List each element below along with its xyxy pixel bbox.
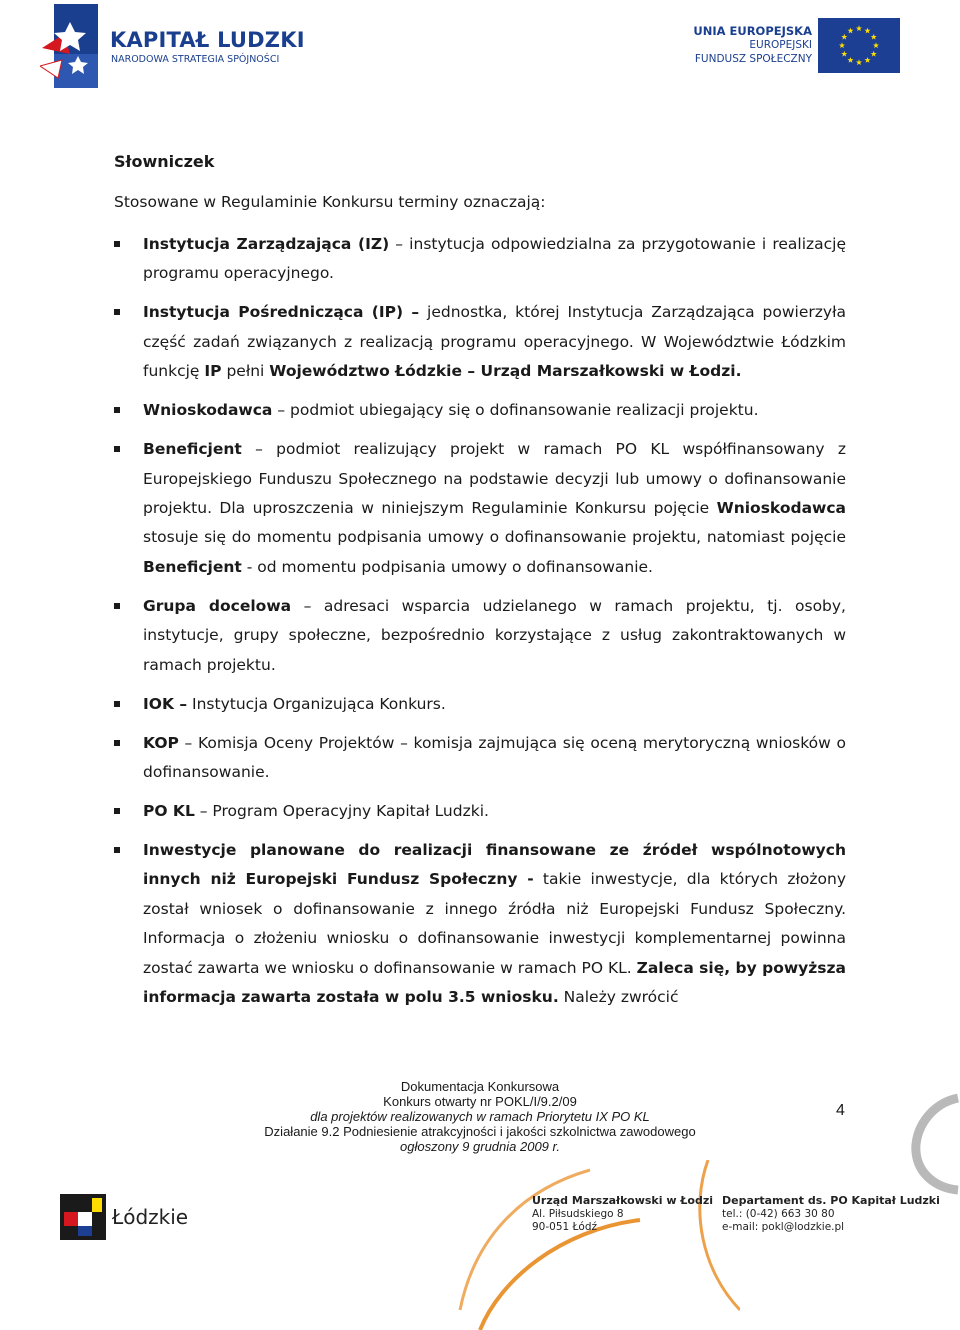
bullet-square-icon <box>114 701 120 707</box>
department-address <box>722 1194 940 1235</box>
glossary-item <box>114 396 846 425</box>
bullet-square-icon <box>114 740 120 746</box>
glossary-text: – Program Operacyjny Kapitał Ludzki. <box>194 802 489 821</box>
office-address-line1: Al. Piłsudskiego 8 <box>532 1207 624 1220</box>
glossary-item <box>114 836 846 1012</box>
kapital-ludzki-logo <box>40 4 320 90</box>
glossary-text: – instytucja odpowiedzialna za przygotowanie i realizację programu operacyjnego. <box>143 235 846 283</box>
glossary-term: Beneficjent <box>143 440 242 459</box>
bullet-square-icon <box>114 446 120 452</box>
glossary-text: stosuje się do momentu podpisania umowy o dofinansowanie projektu, natomiast pojęcie <box>143 528 846 547</box>
office-address <box>532 1194 713 1235</box>
glossary-term: Grupa docelowa <box>143 596 292 615</box>
glossary-section <box>114 152 846 1022</box>
glossary-text: - od momentu podpisania umowy o dofinansowanie. <box>241 557 653 576</box>
glossary-item <box>114 230 846 289</box>
eu-logo-line1: UNIA EUROPEJSKA <box>693 24 812 38</box>
decorative-swirl-icon <box>440 1160 740 1330</box>
lodzkie-logo-name: Łódzkie <box>112 1205 189 1229</box>
glossary-text: Instytucja Organizująca Konkurs. <box>187 694 446 713</box>
bullet-square-icon <box>114 603 120 609</box>
glossary-text: – podmiot realizujący projekt w ramach PO KL współfinansowany z Europejskiego Funduszu Społecznego na podstawie decyzji lub umowy o dofinansowanie projektu. Dla uproszczenia w niniejszym Regulaminie Konkursu pojęcie <box>143 440 846 518</box>
glossary-term: Instytucja Zarządzająca (IZ) <box>143 235 390 253</box>
glossary-term: Wnioskodawca <box>143 401 273 420</box>
document-footer <box>230 1079 730 1154</box>
glossary-term: Województwo Łódzkie – Urząd Marszałkowski w Łodzi. <box>269 362 742 381</box>
glossary-term: Wnioskodawca <box>716 499 846 518</box>
glossary-term: Zaleca się, by powyższa informacja zawarta została w polu 3.5 wniosku. <box>143 958 847 1007</box>
footer-line-5: ogłoszony 9 grudnia 2009 r. <box>400 1139 560 1154</box>
glossary-text: – podmiot ubiegający się o dofinansowanie realizacji projektu. <box>272 401 759 420</box>
glossary-term: IOK – <box>143 694 188 713</box>
glossary-term: KOP <box>143 733 179 752</box>
glossary-term: Inwestycje planowane do realizacji finansowane ze źródeł wspólnotowych innych niż Europejski Fundusz Społeczny - <box>143 841 846 889</box>
department-address-title: Departament ds. PO Kapitał Ludzki <box>722 1194 940 1207</box>
eu-logo-line2: EUROPEJSKI <box>749 39 812 51</box>
kapital-ludzki-subtitle: NARODOWA STRATEGIA SPÓJNOŚCI <box>111 54 280 65</box>
glossary-item <box>114 298 846 386</box>
glossary-item <box>114 592 846 680</box>
eu-flag-icon <box>818 18 900 73</box>
glossary-item <box>114 690 846 719</box>
footer-line-1: Dokumentacja Konkursowa <box>400 1079 560 1094</box>
glossary-text: – Komisja Oceny Projektów – komisja zajmująca się oceną merytoryczną wniosków o dofinansowanie. <box>143 733 846 782</box>
kapital-ludzki-emblem-icon <box>40 4 98 88</box>
eu-logo-line3: FUNDUSZ SPOŁECZNY <box>694 53 812 65</box>
lodzkie-emblem-icon <box>60 1194 106 1240</box>
glossary-item <box>114 435 846 582</box>
glossary-term: PO KL <box>143 802 195 821</box>
footer-line-2: Konkurs otwarty nr POKL/I/9.2/09 <box>383 1094 577 1109</box>
lodzkie-logo <box>60 1194 200 1244</box>
kapital-ludzki-title: KAPITAŁ LUDZKI <box>110 28 305 52</box>
page-number: 4 <box>836 1102 845 1119</box>
eu-logo-text <box>693 24 812 66</box>
glossary-term: Instytucja Pośrednicząca (IP) – <box>143 303 420 322</box>
bullet-square-icon <box>114 241 120 247</box>
glossary-list <box>114 230 846 1013</box>
office-address-title: Urząd Marszałkowski w Łodzi <box>532 1194 713 1207</box>
footer-line-4: Działanie 9.2 Podniesienie atrakcyjności i jakości szkolnictwa zawodowego <box>264 1124 696 1139</box>
glossary-item <box>114 797 846 826</box>
bullet-square-icon <box>114 808 120 814</box>
glossary-text: Należy zwrócić <box>558 988 679 1007</box>
glossary-text: takie inwestycje, dla których złożony został wniosek o dofinansowanie z innego źródła niż Europejski Fundusz Społeczny. Informacja o złożeniu wniosku o dofinansowanie inwestycji komplementarnej powinna zostać zawarta we wniosku o dofinansowanie w ramach PO KL. <box>143 870 846 977</box>
glossary-text: pełni <box>221 362 270 381</box>
department-email: e-mail: pokl@lodzkie.pl <box>722 1221 845 1233</box>
page-title: Słowniczek <box>114 152 215 171</box>
glossary-text: jednostka, której Instytucja Zarządzająca powierzyła część zadań związanych z realizacją programu operacyjnego. W Województwie Łódzkim funkcję <box>143 303 846 381</box>
glossary-item <box>114 729 846 788</box>
decorative-arc-icon <box>900 1090 960 1200</box>
bullet-square-icon <box>114 407 120 413</box>
bullet-square-icon <box>114 847 120 853</box>
eu-logo <box>690 14 910 76</box>
department-phone: tel.: (0-42) 663 30 80 <box>722 1207 835 1220</box>
glossary-intro: Stosowane w Regulaminie Konkursu terminy oznaczają: <box>114 193 546 211</box>
glossary-text: – adresaci wsparcia udzielanego w ramach projektu, tj. osoby, instytucje, grupy społeczne, bezpośrednio korzystające z usług zakontraktowanych w ramach projektu. <box>143 596 846 674</box>
office-address-line2: 90-051 Łódź <box>532 1221 598 1233</box>
footer-line-3: dla projektów realizowanych w ramach Priorytetu IX PO KL <box>310 1109 650 1124</box>
glossary-term: IP <box>204 362 222 381</box>
glossary-term: Beneficjent <box>143 557 242 576</box>
bullet-square-icon <box>114 309 120 315</box>
